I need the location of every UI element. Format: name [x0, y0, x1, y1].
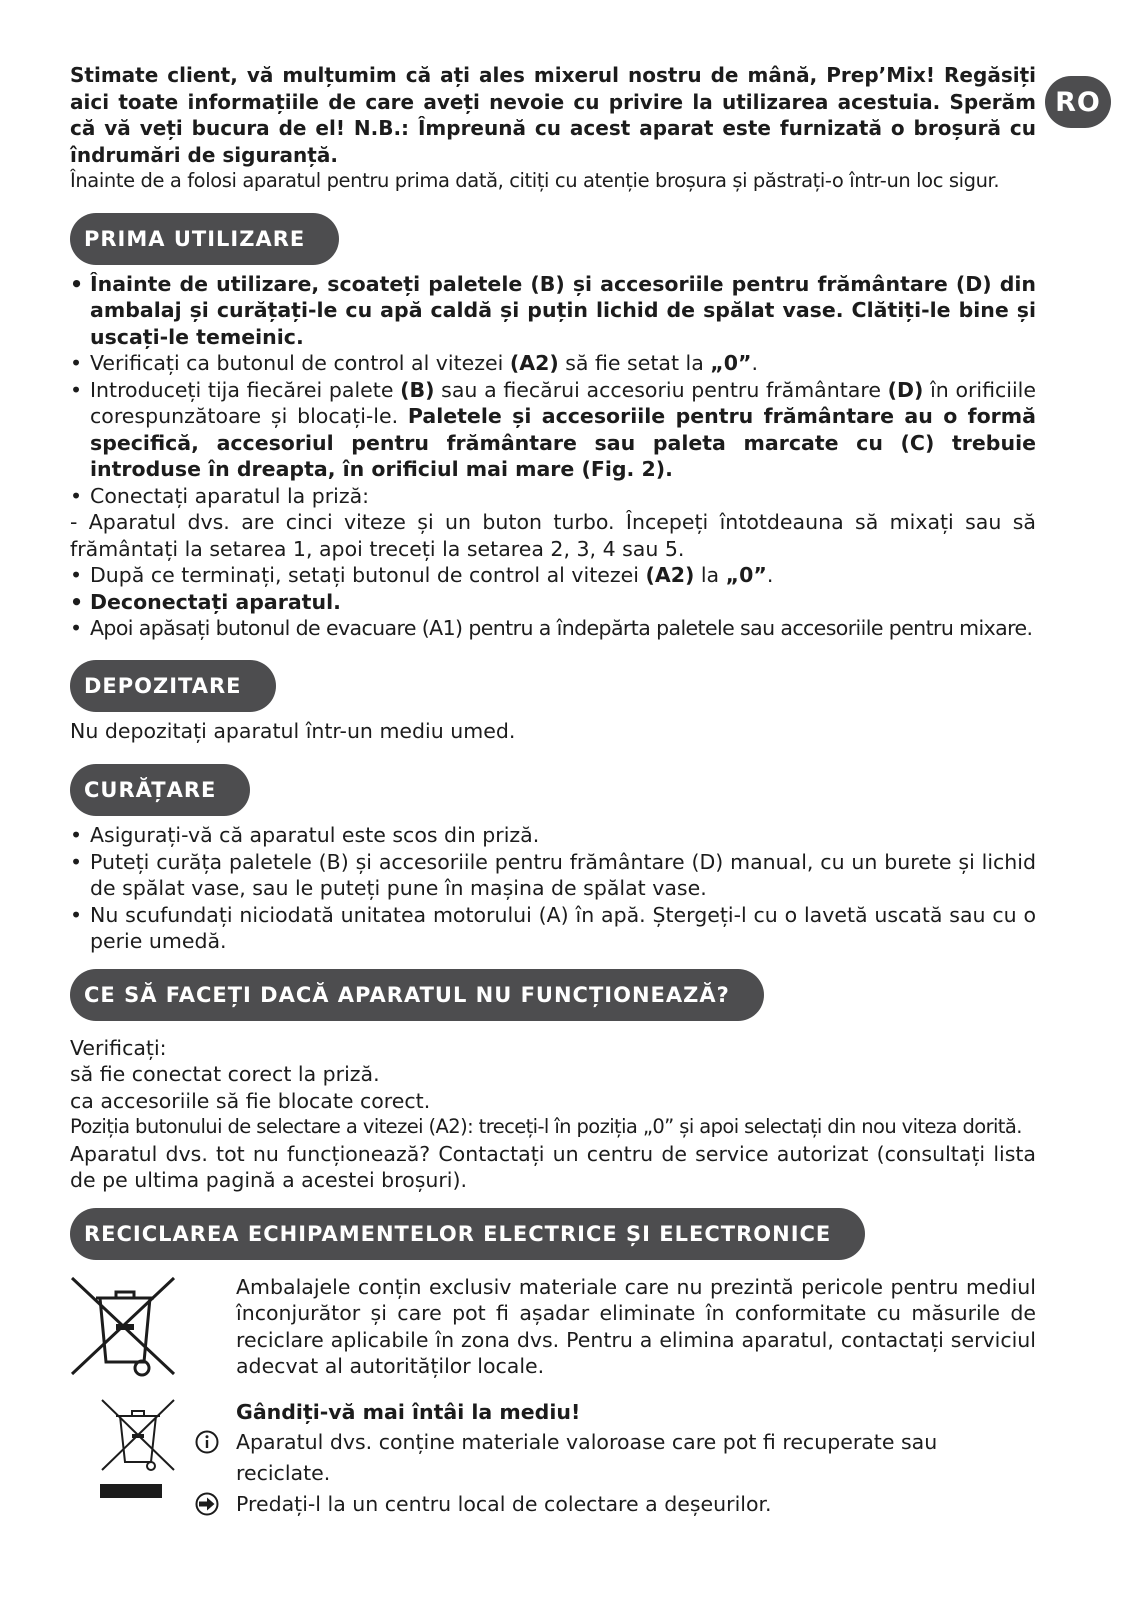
storage-text: Nu depozitați aparatul într-un mediu umed.: [70, 718, 516, 743]
intro-normal: Înainte de a folosi aparatul pentru prima dată, citiți cu atenție broșura și păstrați-o într-un loc sigur.: [70, 169, 1000, 192]
list-item: • Nu scufundați niciodată unitatea motorului (A) în apă. Ștergeți-l cu o lavetă uscată sau cu o perie umedă.: [70, 902, 1036, 955]
list-item: • După ce terminați, setați butonul de control al vitezei (A2) la „0”.: [70, 562, 1036, 589]
environment-line-text: Predați-l la un centru local de colectare a deșeurilor.: [236, 1491, 772, 1516]
environment-title: Gândiți-vă mai întâi la mediu!: [236, 1399, 581, 1424]
first-use-list: [70, 271, 1036, 510]
manual-page: [70, 62, 1036, 1520]
list-item: • Introduceți tija fiecărei palete (B) sau a fiecărui accesoriu pentru frământare (D) în orificiile corespunzătoare și blocați-le. Paletele și accesoriile pentru frământare au o formă specifică, accesoriul pentru frământare sau paleta marcate cu (C) trebuie introduse în dreapta, în orificiul mai mare (Fig. 2).: [70, 377, 1036, 483]
list-item: • Conectați aparatul la priză:: [70, 483, 1036, 510]
environment-line: [236, 1489, 1036, 1520]
speed-note: - Aparatul dvs. are cinci viteze și un buton turbo. Începeți întotdeauna să mixați sau să frământați la setarea 1, apoi treceți la setarea 2, 3, 4 sau 5.: [70, 510, 1036, 561]
info-icon: [195, 1430, 219, 1463]
troubleshoot-line: Aparatul dvs. tot nu funcționează? Contactați un centru de service autorizat (consultați lista de pe ultima pagină a acestei broșuri).: [70, 1141, 1036, 1192]
section-heading-cleaning: CURĂȚARE: [70, 764, 250, 816]
section-heading-recycling: RECICLAREA ECHIPAMENTELOR ELECTRICE ȘI ELECTRONICE: [70, 1208, 865, 1260]
list-item: • Asigurați-vă că aparatul este scos din priză.: [70, 822, 1036, 849]
environment-line: [236, 1427, 1036, 1489]
section-heading-storage: DEPOZITARE: [70, 660, 276, 712]
section-heading-first-use: PRIMA UTILIZARE: [70, 213, 339, 265]
troubleshoot-line: să fie conectat corect la priză.: [70, 1062, 380, 1086]
language-badge: RO: [1045, 76, 1111, 128]
section-heading-troubleshoot: CE SĂ FACEȚI DACĂ APARATUL NU FUNCȚIONEAZĂ?: [70, 969, 764, 1021]
recycling-row: [70, 1274, 1036, 1382]
environment-row: [70, 1398, 1036, 1520]
recycling-paragraph: Ambalajele conțin exclusiv materiale care nu prezintă pericole pentru mediul înconjurător și care pot fi așadar eliminate în conformitate cu măsurile de reciclare aplicabile în zona dvs. Pentru a elimina aparatul, contactați serviciul adecvat al autorităților locale.: [236, 1274, 1036, 1378]
environment-line-text: Aparatul dvs. conține materiale valoroase care pot fi recuperate sau reciclate.: [236, 1429, 938, 1485]
first-use-list-2: [70, 562, 1036, 642]
arrow-right-icon: [195, 1492, 219, 1525]
troubleshoot-line: Verificați:: [70, 1035, 167, 1060]
crossed-bin-icon: [70, 1274, 236, 1382]
intro-bold: Stimate client, vă mulțumim că ați ales mixerul nostru de mână, Prep’Mix! Regăsiți aici toate informațiile de care aveți nevoie cu privire la utilizarea acestuia. Sperăm că vă veți bucura de el! N.B.: Împreună cu acest aparat este furnizată o broșură cu îndrumări de siguranță.: [70, 63, 1036, 167]
list-item: • Puteți curăța paletele (B) și accesoriile pentru frământare (D) manual, cu un burete și lichid de spălat vase, sau le puteți pune în mașina de spălat vase.: [70, 849, 1036, 902]
cleaning-list: [70, 822, 1036, 955]
list-item: • Înainte de utilizare, scoateți paletele (B) și accesoriile pentru frământare (D) din ambalaj și curățați-le cu apă caldă și puțin lichid de spălat vase. Clătiți-le bine și uscați-le temeinic.: [70, 271, 1036, 351]
list-item: • Deconectați aparatul.: [70, 589, 1036, 616]
troubleshoot-line: Poziția butonului de selectare a vitezei (A2): treceți-l în poziția „0” și apoi selectați din nou viteza dorită.: [70, 1115, 1022, 1138]
troubleshoot-line: ca accesoriile să fie blocate corect.: [70, 1088, 431, 1113]
list-item: • Verificați ca butonul de control al vitezei (A2) să fie setat la „0”.: [70, 350, 1036, 377]
list-item: • Apoi apăsați butonul de evacuare (A1) pentru a îndepărta paletele sau accesoriile pentru mixare.: [70, 615, 1036, 642]
